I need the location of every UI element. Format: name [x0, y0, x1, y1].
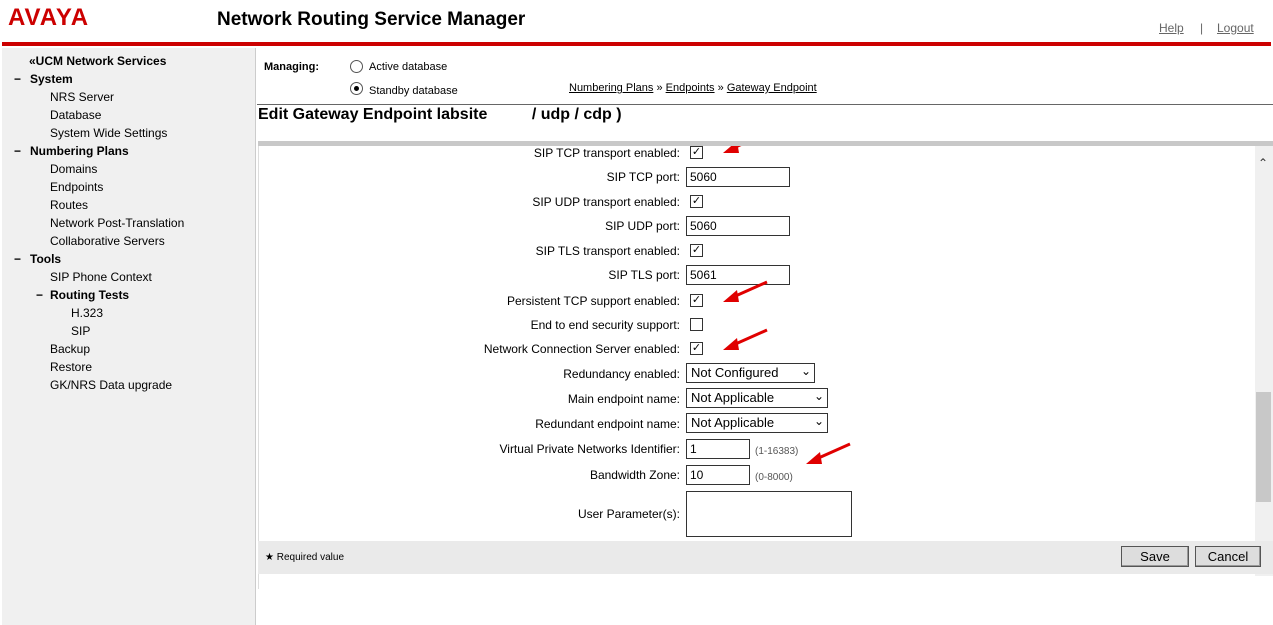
sip-udp-port-label: SIP UDP port:	[605, 219, 680, 233]
bandwidth-zone-input[interactable]: 10	[686, 465, 750, 485]
sip-tcp-enabled-label: SIP TCP transport enabled:	[533, 146, 680, 160]
sidebar-item-gk-nrs-data-upgrade[interactable]: GK/NRS Data upgrade	[50, 378, 173, 392]
sidebar-item-sip-phone-context[interactable]: SIP Phone Context	[50, 270, 152, 284]
collapse-icon[interactable]: −	[14, 144, 22, 158]
e2e-security-label: End to end security support:	[530, 318, 680, 332]
ncs-enabled-label: Network Connection Server enabled:	[483, 342, 680, 356]
active-database-radio[interactable]	[350, 60, 363, 73]
breadcrumb-separator: »	[717, 82, 724, 94]
vpni-input[interactable]: 1	[686, 439, 750, 459]
check-icon: ✓	[691, 146, 702, 158]
persistent-tcp-checkbox[interactable]	[690, 294, 703, 307]
sip-tcp-port-label: SIP TCP port:	[606, 170, 680, 184]
sidebar-item-backup[interactable]: Backup	[50, 342, 91, 356]
sidebar-item-tools[interactable]: − Tools	[14, 252, 62, 266]
page-title: Edit Gateway Endpoint labsite / udp / cdp )	[258, 106, 622, 123]
scroll-thumb[interactable]	[1256, 392, 1271, 502]
cancel-button[interactable]: Cancel	[1195, 546, 1261, 567]
managing-label: Managing:	[264, 61, 319, 73]
sidebar-item-routing-tests[interactable]: − Routing Tests	[36, 288, 130, 302]
main-endpoint-label: Main endpoint name:	[567, 392, 680, 406]
check-icon: ✓	[691, 294, 702, 306]
redundant-endpoint-label: Redundant endpoint name:	[535, 417, 680, 431]
sip-tls-port-input[interactable]: 5061	[686, 265, 790, 285]
sidebar-item-h323[interactable]: H.323	[71, 306, 104, 320]
annotation-arrow-icon	[721, 146, 771, 157]
breadcrumb-endpoints[interactable]: Endpoints	[665, 82, 715, 94]
form-footer	[258, 541, 1273, 574]
breadcrumb-separator: »	[656, 82, 663, 94]
divider	[257, 104, 1273, 105]
sidebar-item-domains[interactable]: Domains	[50, 162, 98, 176]
collapse-icon[interactable]: −	[14, 252, 22, 266]
sidebar-item-routes[interactable]: Routes	[50, 198, 89, 212]
sidebar-item-system-wide-settings[interactable]: System Wide Settings	[50, 126, 168, 140]
header-red-bar	[2, 42, 1271, 46]
check-icon: ✓	[691, 195, 702, 207]
breadcrumb-numbering-plans[interactable]: Numbering Plans	[569, 82, 654, 94]
check-icon: ✓	[691, 244, 702, 256]
app-title: Network Routing Service Manager	[217, 9, 526, 30]
chevron-down-icon: ⌄	[800, 364, 811, 378]
sip-tls-enabled-label: SIP TLS transport enabled:	[535, 244, 680, 258]
redundancy-value: Not Configured	[691, 365, 779, 380]
help-link[interactable]: Help	[1159, 21, 1184, 35]
user-params-label: User Parameter(s):	[577, 507, 680, 521]
sidebar-item-collaborative-servers[interactable]: Collaborative Servers	[50, 234, 165, 248]
sidebar-item-system[interactable]: − System	[14, 72, 73, 86]
save-button[interactable]: Save	[1121, 546, 1189, 567]
sidebar-item-endpoints[interactable]: Endpoints	[50, 180, 104, 194]
main-endpoint-select[interactable]	[686, 388, 828, 408]
sidebar-item-database[interactable]: Database	[50, 108, 102, 122]
ncs-enabled-checkbox[interactable]	[690, 342, 703, 355]
form-scrollbar[interactable]	[1255, 146, 1273, 576]
vpni-range-hint: (1-16383)	[755, 446, 799, 457]
header-separator: |	[1200, 21, 1204, 35]
scroll-up-icon[interactable]: ⌃	[1258, 156, 1269, 170]
redundancy-select[interactable]	[686, 363, 815, 383]
vpni-label: Virtual Private Networks Identifier:	[499, 442, 680, 456]
redundancy-label: Redundancy enabled:	[563, 367, 680, 381]
sip-udp-port-input[interactable]: 5060	[686, 216, 790, 236]
breadcrumb	[569, 82, 817, 94]
collapse-icon[interactable]: −	[14, 72, 22, 86]
header	[0, 0, 1273, 43]
form-panel	[258, 146, 1255, 589]
user-params-textarea[interactable]	[686, 491, 852, 537]
sip-tcp-port-input[interactable]: 5060	[686, 167, 790, 187]
bandwidth-zone-range-hint: (0-8000)	[755, 472, 793, 483]
logout-link[interactable]: Logout	[1217, 21, 1254, 35]
main-content	[257, 48, 1273, 625]
bandwidth-zone-label: Bandwidth Zone:	[589, 468, 680, 482]
sip-tcp-enabled-checkbox[interactable]	[690, 146, 703, 159]
sidebar-item-nrs-server[interactable]: NRS Server	[50, 90, 115, 104]
annotation-arrow-icon	[804, 442, 854, 468]
avaya-logo: AVAYA	[8, 4, 90, 31]
sidebar-item-restore[interactable]: Restore	[50, 360, 93, 374]
standby-database-label: Standby database	[369, 85, 458, 97]
redundant-endpoint-select[interactable]	[686, 413, 828, 433]
sidebar-item-ucm-network-services[interactable]: «UCM Network Services	[29, 54, 167, 68]
sidebar-item-network-post-translation[interactable]: Network Post-Translation	[50, 216, 185, 230]
sip-udp-enabled-label: SIP UDP transport enabled:	[532, 195, 680, 209]
sip-udp-enabled-checkbox[interactable]	[690, 195, 703, 208]
sip-tls-enabled-checkbox[interactable]	[690, 244, 703, 257]
collapse-icon[interactable]: −	[36, 288, 44, 302]
chevron-down-icon: ⌄	[813, 414, 824, 428]
redundant-endpoint-value: Not Applicable	[691, 415, 775, 430]
sip-tls-port-label: SIP TLS port:	[608, 268, 680, 282]
chevron-down-icon: ⌄	[813, 389, 824, 403]
standby-database-radio[interactable]	[350, 82, 363, 95]
active-database-label: Active database	[369, 61, 448, 73]
check-icon: ✓	[691, 342, 702, 354]
sidebar-item-sip[interactable]: SIP	[71, 324, 91, 338]
annotation-arrow-icon	[721, 280, 771, 306]
annotation-arrow-icon	[721, 328, 771, 354]
breadcrumb-gateway-endpoint[interactable]: Gateway Endpoint	[726, 82, 817, 94]
e2e-security-checkbox[interactable]	[690, 318, 703, 331]
sidebar	[2, 48, 256, 625]
main-endpoint-value: Not Applicable	[691, 390, 775, 405]
persistent-tcp-label: Persistent TCP support enabled:	[507, 294, 680, 308]
sidebar-item-numbering-plans[interactable]: − Numbering Plans	[14, 144, 129, 158]
required-value-note: ★ Required value	[265, 552, 345, 563]
